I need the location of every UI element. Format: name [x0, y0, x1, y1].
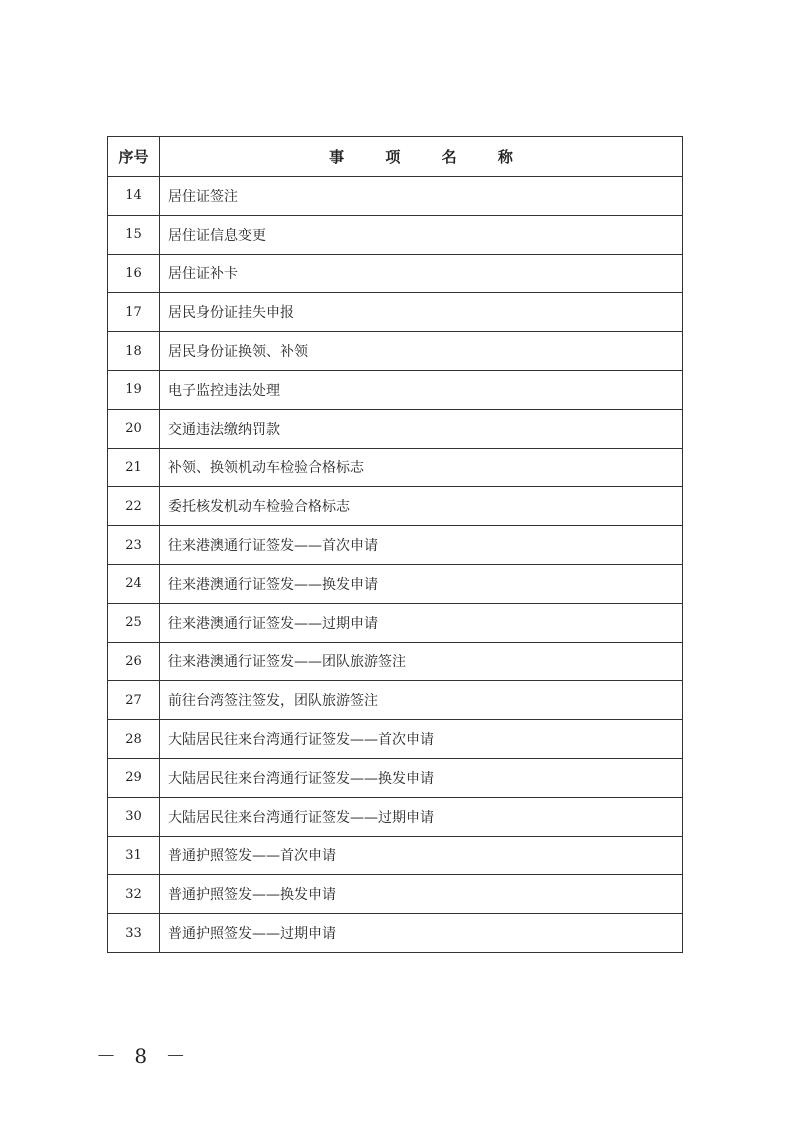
- row-serial-number: 16: [108, 254, 160, 293]
- row-serial-number: 21: [108, 448, 160, 487]
- table-row: [108, 797, 683, 836]
- table-row: [108, 875, 683, 914]
- table-row: [108, 603, 683, 642]
- row-item-name: 前往台湾签注签发，团队旅游签注: [160, 681, 683, 720]
- row-serial-number: 31: [108, 836, 160, 875]
- row-item-name: 普通护照签发——过期申请: [160, 914, 683, 953]
- row-serial-number: 18: [108, 332, 160, 371]
- table-row: [108, 914, 683, 953]
- row-item-name: 居民身份证挂失申报: [160, 293, 683, 332]
- row-item-name: 委托核发机动车检验合格标志: [160, 487, 683, 526]
- row-item-name: 大陆居民往来台湾通行证签发——换发申请: [160, 758, 683, 797]
- row-item-name: 往来港澳通行证签发——首次申请: [160, 526, 683, 565]
- row-item-name: 电子监控违法处理: [160, 370, 683, 409]
- row-serial-number: 17: [108, 293, 160, 332]
- items-table: [107, 136, 683, 953]
- row-serial-number: 22: [108, 487, 160, 526]
- table-header-row: [108, 137, 683, 177]
- table-row: [108, 487, 683, 526]
- row-item-name: 居住证补卡: [160, 254, 683, 293]
- table-row: [108, 526, 683, 565]
- table-row: [108, 681, 683, 720]
- row-item-name: 大陆居民往来台湾通行证签发——首次申请: [160, 720, 683, 759]
- row-serial-number: 29: [108, 758, 160, 797]
- table-row: [108, 564, 683, 603]
- table-row: [108, 254, 683, 293]
- row-serial-number: 32: [108, 875, 160, 914]
- row-serial-number: 24: [108, 564, 160, 603]
- row-serial-number: 25: [108, 603, 160, 642]
- row-item-name: 居住证签注: [160, 177, 683, 216]
- table-row: [108, 215, 683, 254]
- header-serial-number: 序号: [108, 137, 160, 177]
- table-row: [108, 642, 683, 681]
- header-item-name: 事 项 名 称: [160, 137, 683, 177]
- row-item-name: 往来港澳通行证签发——过期申请: [160, 603, 683, 642]
- row-item-name: 大陆居民往来台湾通行证签发——过期申请: [160, 797, 683, 836]
- row-item-name: 交通违法缴纳罚款: [160, 409, 683, 448]
- row-serial-number: 26: [108, 642, 160, 681]
- row-serial-number: 28: [108, 720, 160, 759]
- row-item-name: 居民身份证换领、补领: [160, 332, 683, 371]
- table-row: [108, 293, 683, 332]
- row-serial-number: 19: [108, 370, 160, 409]
- table-row: [108, 370, 683, 409]
- row-item-name: 往来港澳通行证签发——团队旅游签注: [160, 642, 683, 681]
- row-serial-number: 27: [108, 681, 160, 720]
- table-row: [108, 448, 683, 487]
- row-serial-number: 23: [108, 526, 160, 565]
- row-item-name: 居住证信息变更: [160, 215, 683, 254]
- page-number: － 8 －: [96, 1044, 192, 1068]
- table-row: [108, 720, 683, 759]
- row-serial-number: 15: [108, 215, 160, 254]
- table-body: [108, 177, 683, 953]
- row-item-name: 补领、换领机动车检验合格标志: [160, 448, 683, 487]
- row-item-name: 往来港澳通行证签发——换发申请: [160, 564, 683, 603]
- table-row: [108, 332, 683, 371]
- table-row: [108, 409, 683, 448]
- row-item-name: 普通护照签发——换发申请: [160, 875, 683, 914]
- table-row: [108, 836, 683, 875]
- row-serial-number: 20: [108, 409, 160, 448]
- table-row: [108, 177, 683, 216]
- table-row: [108, 758, 683, 797]
- row-serial-number: 30: [108, 797, 160, 836]
- row-serial-number: 33: [108, 914, 160, 953]
- row-item-name: 普通护照签发——首次申请: [160, 836, 683, 875]
- row-serial-number: 14: [108, 177, 160, 216]
